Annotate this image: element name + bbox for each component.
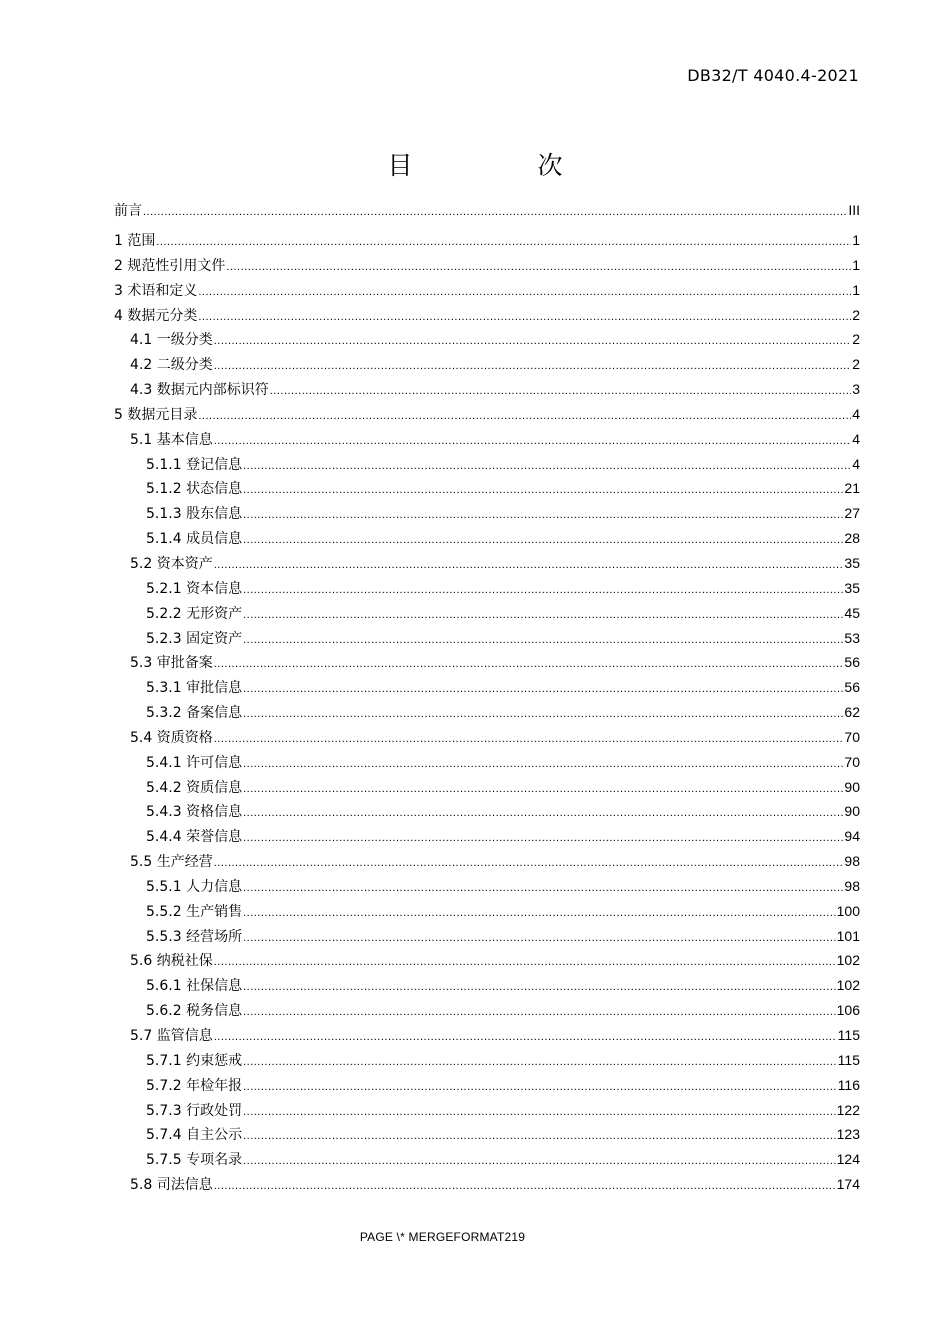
toc-entry-page: 45 — [844, 604, 860, 621]
toc-entry-page: 4 — [852, 405, 860, 422]
toc-entry-page: 62 — [844, 704, 860, 721]
toc-dot-leader — [243, 932, 836, 944]
toc-entry-label: 5.5.3 经营场所 — [146, 928, 243, 945]
toc-entry-label: 5.4.1 许可信息 — [146, 754, 243, 771]
toc-entry-label: 5.6.1 社保信息 — [146, 978, 243, 995]
toc-entry[interactable] — [114, 255, 860, 280]
toc-entry-page: 35 — [844, 579, 860, 596]
toc-entry[interactable] — [114, 1100, 860, 1125]
toc-entry-label: 5.2 资本资产 — [130, 555, 213, 572]
toc-dot-leader — [243, 584, 843, 596]
toc-dot-leader — [243, 609, 843, 621]
toc-entry[interactable] — [114, 603, 860, 628]
toc-entry[interactable] — [114, 926, 860, 951]
toc-entry[interactable] — [114, 628, 860, 653]
toc-entry-page: 100 — [836, 902, 860, 919]
toc-entry[interactable] — [114, 1124, 860, 1149]
toc-dot-leader — [243, 832, 843, 844]
toc-entry-label: 5.1 基本信息 — [130, 431, 213, 448]
toc-entry[interactable] — [114, 1000, 860, 1025]
toc-entry-label: 5.5.1 人力信息 — [146, 878, 243, 895]
toc-dot-leader — [214, 335, 851, 347]
toc-entry-label: 5.4.3 资格信息 — [146, 804, 243, 821]
toc-entry-label: 4.3 数据元内部标识符 — [130, 382, 269, 399]
toc-entry[interactable] — [114, 379, 860, 404]
toc-entry[interactable] — [114, 1050, 860, 1075]
toc-entry-label: 5.7.2 年检年报 — [146, 1077, 243, 1094]
toc-entry[interactable] — [114, 200, 860, 230]
toc-entry[interactable] — [114, 950, 860, 975]
toc-entry-page: 122 — [836, 1101, 860, 1118]
toc-entry-page: 56 — [844, 679, 860, 696]
toc-entry-label: 5.2.2 无形资产 — [146, 605, 243, 622]
toc-entry-label: 5.2.1 资本信息 — [146, 580, 243, 597]
toc-entry-page: 3 — [852, 381, 860, 398]
toc-entry-label: 5.7.5 专项名录 — [146, 1152, 243, 1169]
toc-dot-leader — [214, 360, 851, 372]
toc-entry[interactable] — [114, 404, 860, 429]
toc-entry-page: 98 — [844, 877, 860, 894]
toc-entry-page: 1 — [852, 281, 860, 298]
toc-entry-page: 2 — [852, 306, 860, 323]
toc-entry-label: 5.7 监管信息 — [130, 1028, 213, 1044]
toc-entry-page: 124 — [836, 1151, 860, 1168]
toc-entry[interactable] — [114, 702, 860, 727]
toc-dot-leader — [243, 882, 843, 894]
toc-dot-leader — [243, 460, 851, 472]
toc-entry-page: 70 — [844, 728, 860, 745]
toc-dot-leader — [198, 311, 851, 323]
toc-entry-page: 2 — [852, 331, 860, 348]
toc-dot-leader — [156, 236, 851, 248]
toc-dot-leader — [243, 758, 843, 770]
toc-entry[interactable] — [114, 901, 860, 926]
toc-entry-page: 1 — [852, 256, 860, 273]
toc-entry[interactable] — [114, 1025, 860, 1050]
toc-entry[interactable] — [114, 1075, 860, 1100]
toc-entry[interactable] — [114, 528, 860, 553]
toc-entry-label: 5.3 审批备案 — [130, 655, 213, 672]
toc-dot-leader — [243, 1155, 836, 1167]
toc-dot-leader — [270, 385, 851, 397]
toc-entry-label: 4 数据元分类 — [114, 307, 198, 324]
toc-entry[interactable] — [114, 553, 860, 578]
toc-entry-page: 123 — [836, 1126, 860, 1143]
toc-entry-page: 21 — [844, 480, 860, 497]
toc-entry-label: 5.2.3 固定资产 — [146, 630, 243, 647]
toc-entry[interactable] — [114, 826, 860, 851]
toc-entry[interactable] — [114, 851, 860, 876]
toc-entry-label: 前言 — [114, 203, 142, 219]
toc-entry-label: 5.1.3 股东信息 — [146, 506, 243, 523]
toc-entry-page: 28 — [844, 530, 860, 547]
toc-dot-leader — [214, 733, 844, 745]
toc-dot-leader — [243, 534, 843, 546]
toc-entry-label: 5.6 纳税社保 — [130, 953, 213, 970]
toc-entry-label: 5 数据元目录 — [114, 406, 198, 423]
toc-dot-leader — [243, 1081, 837, 1093]
toc-dot-leader — [243, 708, 843, 720]
toc-dot-leader — [214, 1031, 837, 1043]
toc-entry-label: 5.3.1 审批信息 — [146, 680, 243, 697]
toc-dot-leader — [198, 410, 851, 422]
toc-entry-page: 98 — [844, 853, 860, 870]
toc-entry[interactable] — [114, 429, 860, 454]
toc-entry-page: 101 — [836, 927, 860, 944]
toc-dot-leader — [243, 1130, 836, 1142]
toc-entry-label: 5.5.2 生产销售 — [146, 903, 243, 920]
toc-entry[interactable] — [114, 1149, 860, 1174]
toc-entry-page: 115 — [837, 1027, 860, 1043]
toc-entry-label: 5.1.2 状态信息 — [146, 481, 243, 498]
toc-dot-leader — [243, 907, 836, 919]
toc-entry-label: 2 规范性引用文件 — [114, 257, 226, 274]
toc-entry[interactable] — [114, 305, 860, 330]
toc-entry-label: 5.6.2 税务信息 — [146, 1003, 243, 1020]
toc-entry-label: 5.8 司法信息 — [130, 1177, 213, 1194]
toc-dot-leader — [214, 559, 844, 571]
toc-entry-page: 115 — [837, 1051, 860, 1068]
toc-dot-leader — [226, 261, 851, 273]
toc-dot-leader — [243, 1056, 837, 1068]
toc-entry[interactable] — [114, 727, 860, 752]
toc-entry-label: 5.4.4 荣誉信息 — [146, 829, 243, 846]
toc-entry-page: 1 — [852, 232, 860, 248]
toc-entry-page: 4 — [852, 430, 860, 447]
toc-entry-page: 102 — [836, 952, 860, 969]
toc-entry[interactable] — [114, 578, 860, 603]
toc-entry-page: 174 — [836, 1176, 860, 1193]
toc-entry-page: 94 — [844, 828, 860, 845]
toc-entry-label: 5.5 生产经营 — [130, 854, 213, 871]
toc-entry-label: 5.1.4 成员信息 — [146, 531, 243, 548]
toc-dot-leader — [198, 286, 851, 298]
toc-dot-leader — [243, 484, 843, 496]
toc-entry-page: 70 — [844, 753, 860, 770]
toc-entry-page: 90 — [844, 803, 860, 820]
toc-entry-page: 35 — [844, 554, 860, 571]
toc-entry[interactable] — [114, 1174, 860, 1199]
toc-dot-leader — [243, 1106, 836, 1118]
toc-entry[interactable] — [114, 503, 860, 528]
toc-entry[interactable] — [114, 454, 860, 479]
toc-dot-leader — [143, 206, 847, 218]
toc-entry[interactable] — [114, 354, 860, 379]
toc-title: 目 次 — [387, 151, 613, 180]
toc-entry-page: 4 — [852, 455, 860, 472]
toc-entry-page: 116 — [837, 1076, 860, 1093]
toc-dot-leader — [214, 435, 851, 447]
toc-dot-leader — [243, 981, 836, 993]
toc-entry-page: 27 — [844, 505, 860, 522]
toc-entry-label: 4.2 二级分类 — [130, 357, 213, 374]
document-code: DB32/T 4040.4-2021 — [687, 66, 859, 85]
toc-entry-page: 90 — [844, 778, 860, 795]
page-footer: PAGE \* MERGEFORMAT219 — [359, 1230, 526, 1244]
toc-entry-label: 5.4.2 资质信息 — [146, 779, 243, 796]
toc-entry[interactable] — [114, 280, 860, 305]
toc-entry[interactable] — [114, 801, 860, 826]
toc-dot-leader — [214, 956, 836, 968]
toc-dot-leader — [243, 509, 843, 521]
toc-entry[interactable] — [114, 652, 860, 677]
toc-entry-label: 5.7.4 自主公示 — [146, 1127, 243, 1144]
toc-entry-page: 56 — [844, 654, 860, 671]
toc-entry[interactable] — [114, 975, 860, 1000]
toc-entry-label: 3 术语和定义 — [114, 282, 198, 299]
toc-entry-label: 5.7.3 行政处罚 — [146, 1102, 243, 1119]
toc-entry[interactable] — [114, 876, 860, 901]
toc-entry-label: 4.1 一级分类 — [130, 332, 213, 349]
toc-entry-label: 5.7.1 约束惩戒 — [146, 1052, 243, 1069]
toc-entry-label: 1 范围 — [114, 233, 156, 249]
toc-dot-leader — [243, 1006, 836, 1018]
toc-entry[interactable] — [114, 752, 860, 777]
toc-dot-leader — [214, 857, 844, 869]
toc-entry-page: 102 — [836, 977, 860, 994]
toc-entry-page: 53 — [844, 629, 860, 646]
toc-entry[interactable] — [114, 677, 860, 702]
toc-entry-label: 5.1.1 登记信息 — [146, 456, 243, 473]
toc-entry[interactable] — [114, 777, 860, 802]
toc-dot-leader — [243, 634, 843, 646]
toc-entry[interactable] — [114, 230, 860, 255]
toc-entry-page: 106 — [836, 1002, 860, 1019]
toc-entry-page: III — [848, 202, 860, 218]
toc-dot-leader — [214, 1180, 836, 1192]
table-of-contents — [114, 200, 860, 1199]
toc-entry-label: 5.4 资质资格 — [130, 729, 213, 746]
toc-dot-leader — [243, 683, 843, 695]
toc-dot-leader — [243, 783, 843, 795]
toc-dot-leader — [214, 658, 844, 670]
toc-entry-label: 5.3.2 备案信息 — [146, 705, 243, 722]
toc-entry[interactable] — [114, 329, 860, 354]
toc-entry-page: 2 — [852, 356, 860, 373]
toc-dot-leader — [243, 807, 843, 819]
toc-entry[interactable] — [114, 478, 860, 503]
